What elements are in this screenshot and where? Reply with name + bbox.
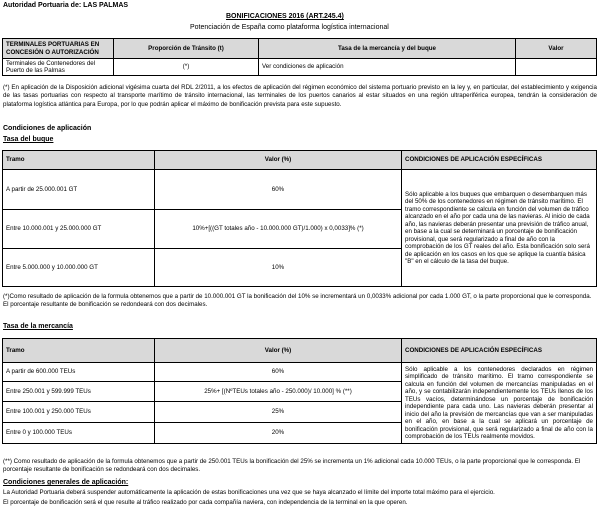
general-conditions-line: El porcentaje de bonificación será el que resulte al tráfico realizado por cada compañía naviera, con independencia de la terminal en la que operen. [3,499,408,506]
cargo-row-tramo: A partir de 600.000 TEUs [3,363,155,382]
cargo-row-tramo: Entre 250.001 y 599.999 TEUs [3,382,155,402]
cargo-header-valor: Valor (%) [155,339,402,363]
cargo-header-tramo: Tramo [3,339,155,363]
ship-header-valor: Valor (%) [155,151,402,170]
conditions-heading: Condiciones de aplicación [3,125,92,132]
ship-row-valor: 10%+[((GT totales año - 10.000.000 GT)/1.000) x 0,0033]% (*) [155,210,402,249]
cargo-rate-table [2,338,597,444]
ship-rate-heading: Tasa del buque [3,136,54,143]
ship-row-tramo: Entre 10.000.001 y 25.000.000 GT [3,210,155,249]
ship-rate-table [2,150,597,287]
cargo-conditions-text: Sólo aplicable a los contenedores declarados en régimen simplificado de tránsito marítimo. El tramo correspondiente se calcula en función del volumen de mercancías manipuladas en el año, y se contabilizarán independientemente los TEUs llenos de los TEUs vacíos, determinándose un porcentaje de bonificación independiente para cada uno. Las navieras deberán presentar al inicio del año la previsión de mercancías que van a ser manipuladas en el año, en base a la cual se aplicará un porcentaje de bonificación provisional, que será regularizado a final de año con la comprobación de los TEUs realmente movidos. [402,363,597,444]
ship-note: (*)Como resultado de aplicación de la formula obtenemos que a partir de 10.000.001 GT la bonificación del 10% se incrementará un 0,0033% adicional por cada 1.000 GT, o la parte proporcional que le corresponda. El porcentaje resultante de bonificación se redondeará con dos decimales. [3,293,592,309]
cargo-row-tramo: Entre 0 y 100.000 TEUs [3,423,155,444]
summary-cell-value [516,59,597,76]
summary-header-transit: Proporción de Tránsito (t) [114,39,259,59]
summary-cell-terminals: Terminales de Contenedores del Puerto de las Palmas [3,59,114,76]
ship-header-conditions: CONDICIONES DE APLICACIÓN ESPECÍFICAS [402,151,597,170]
general-conditions-heading: Condiciones generales de aplicación: [3,479,129,486]
ship-conditions-text: Sólo aplicable a los buques que embarquen o desembarquen más del 50% de los contenedores en régimen de tránsito marítimo. El tramo correspondiente se calcula en función del volumen de tráfico alcanzado en el año por cada una de las navieras. Al inicio de cada año, las navieras deberán presentar una previsión de tráfico anual, en base a la cual se determinará un porcentaje de bonificación provisional, que será regularizado a final de año con la comprobación de los GT reales del año. Esta bonificación solo será de aplicación en los casos en los que se aplique la cuantía básica "B" en el cálculo de la tasa del buque. [402,170,597,287]
ship-row-valor: 10% [155,249,402,287]
ship-header-tramo: Tramo [3,151,155,170]
ship-row-tramo: Entre 5.000.000 y 10.000.000 GT [3,249,155,287]
summary-table [2,38,597,76]
cargo-row-valor: 20% [155,423,402,444]
summary-header-value: Valor [516,39,597,59]
summary-header-terminals: TERMINALES PORTUARIAS EN CONCESIÓN O AUTORIZACIÓN [3,39,114,59]
ship-row-valor: 60% [155,170,402,210]
subtitle: Potenciación de España como plataforma logística internacional [190,24,389,31]
cargo-rate-heading: Tasa de la mercancía [3,323,73,330]
summary-cell-rate: Ver condiciones de aplicación [259,59,516,76]
cargo-note: (**) Como resultado de aplicación de la formula obtenemos que a partir de 250.001 TEUs la bonificación del 25% se incrementa un 1% adicional cada 10.000 TEUs, o la parte proporcional que le corresponda. El porcentaje resultante de bonificación se redondeará con dos decimales. [3,458,581,474]
cargo-row-valor: 25% [155,402,402,423]
intro-paragraph: (*) En aplicación de la Disposición adicional vigésima cuarta del RDL 2/2011, a los efectos de aplicación del régimen económico del sistema portuario previsto en la ley y, en particular, del establecimiento y exigencia de las tasas portuarias con respecto al transporte marítimo de tránsito internacional, las terminales de los puertos canarios al estar situados en una región ultraperiférica europea, tendrán la consideración de plataforma logística atlántica para Europa, por lo que podrán aplicar el máximo de bonificación prevista para este supuesto. [3,84,597,108]
cargo-row-valor: 25%+ [(NºTEUs totales año - 250.000)/ 10.000] % (**) [155,382,402,402]
port-authority-label: Autoridad Portuaria de: LAS PALMAS [3,2,129,9]
cargo-row-valor: 60% [155,363,402,382]
general-conditions-line: La Autoridad Portuaria deberá suspender automáticamente la aplicación de estas bonificaciones una vez que se haya alcanzado el límite del importe total máximo para el ejercicio. [3,489,495,496]
main-title: BONIFICACIONES 2016 (ART.245.4) [226,13,344,20]
ship-row-tramo: A partir de 25.000.001 GT [3,170,155,210]
cargo-row-tramo: Entre 100.001 y 250.000 TEUs [3,402,155,423]
summary-header-rate: Tasa de la mercancía y del buque [259,39,516,59]
summary-cell-transit: (*) [114,59,259,76]
cargo-header-conditions: CONDICIONES DE APLICACIÓN ESPECÍFICAS [402,339,597,363]
